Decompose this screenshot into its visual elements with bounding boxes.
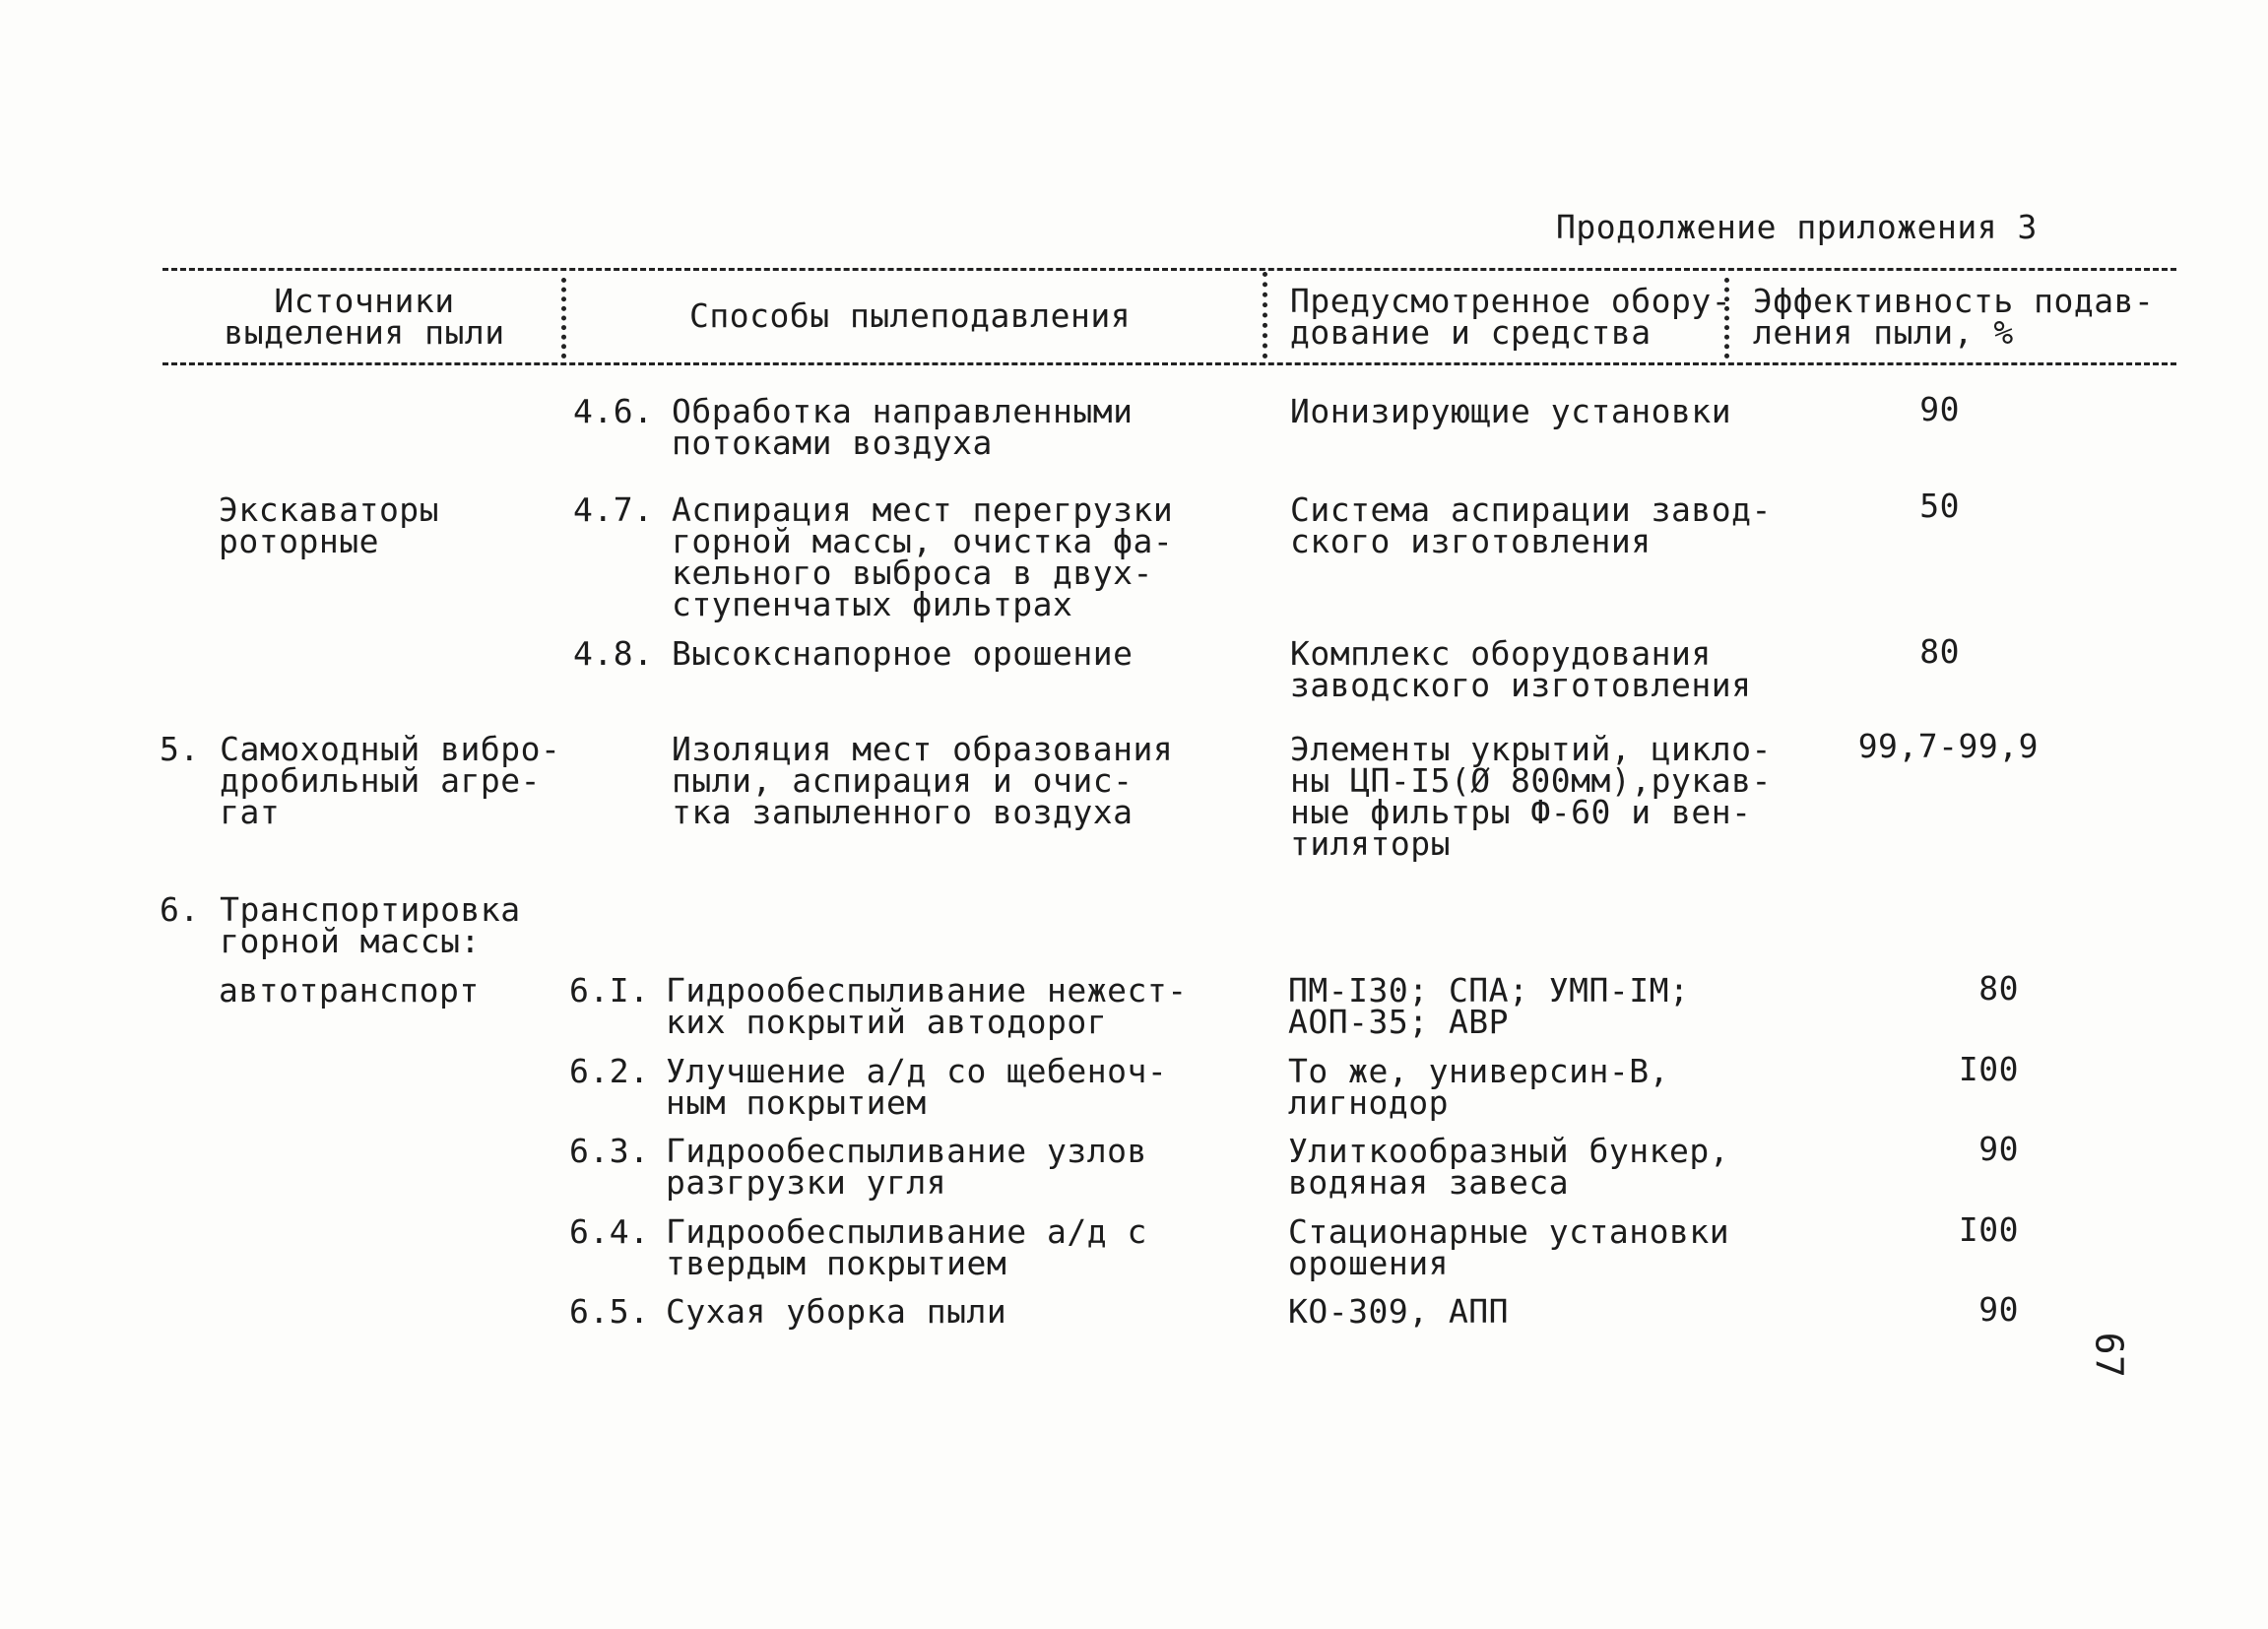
row-number: 6.I. xyxy=(569,971,650,1010)
method-cell: Сухая уборка пыли xyxy=(666,1292,1007,1331)
equipment-cell: То же, универсин-В, лигнодор xyxy=(1288,1052,1669,1122)
continuation-note: Продолжение приложения 3 xyxy=(1556,208,2038,246)
row-number: 6.3. xyxy=(569,1132,650,1170)
header-sources: Источники выделения пыли xyxy=(224,282,505,352)
row-number: 6.4. xyxy=(569,1212,650,1251)
page-number: 67 xyxy=(2087,1332,2131,1379)
efficiency-cell: 50 xyxy=(1919,487,1960,525)
method-cell: Гидрообеспыливание а/д с твердым покрытием xyxy=(666,1212,1147,1282)
efficiency-cell: 99,7-99,9 xyxy=(1857,727,2039,765)
header-efficiency: Эффективность подав- ления пыли, % xyxy=(1753,282,2155,352)
efficiency-cell: 80 xyxy=(1978,969,2019,1008)
header-divider-2 xyxy=(1263,272,1267,358)
header-bottom-rule xyxy=(162,362,2176,365)
method-cell: Изоляция мест образования пыли, аспирация и очис- тка запыленного воздуха xyxy=(672,730,1174,831)
source-cell: автотранспорт xyxy=(219,971,480,1010)
source-cell: 5. Самоходный вибро- дробильный агре- гат xyxy=(160,730,561,831)
method-cell: Высокснапорное орошение xyxy=(672,634,1134,673)
header-methods: Способы пылеподавления xyxy=(689,296,1132,335)
efficiency-cell: 90 xyxy=(1919,390,1960,428)
method-cell: Аспирация мест перегрузки горной массы, очистка фа- кельного выброса в двух- ступенчатых фильтрах xyxy=(672,490,1174,623)
method-cell: Улучшение а/д со щебеноч- ным покрытием xyxy=(666,1052,1168,1122)
equipment-cell: Стационарные установки орошения xyxy=(1288,1212,1730,1282)
equipment-cell: Система аспирации завод- ского изготовления xyxy=(1290,490,1772,560)
row-number: 4.8. xyxy=(573,634,654,673)
equipment-cell: Элементы укрытий, цикло- ны ЦП-I5(Ø 800мм),рукав- ные фильтры Ф-60 и вен- тиляторы xyxy=(1290,730,1772,863)
source-cell: 6. Транспортировка горной массы: xyxy=(160,890,521,960)
row-number: 6.5. xyxy=(569,1292,650,1331)
efficiency-cell: 80 xyxy=(1919,632,1960,671)
efficiency-cell: 90 xyxy=(1978,1130,2019,1168)
row-number: 6.2. xyxy=(569,1052,650,1090)
header-equipment: Предусмотренное обору- дование и средства xyxy=(1290,282,1732,352)
row-number: 4.7. xyxy=(573,490,654,529)
efficiency-cell: 90 xyxy=(1978,1290,2019,1329)
equipment-cell: КО-309, АПП xyxy=(1288,1292,1510,1331)
equipment-cell: Ионизирующие установки xyxy=(1290,392,1732,430)
equipment-cell: ПМ-I30; СПА; УМП-IМ; АОП-35; АВР xyxy=(1288,971,1690,1041)
source-cell: Экскаваторы роторные xyxy=(219,490,440,560)
equipment-cell: Улиткообразный бункер, водяная завеса xyxy=(1288,1132,1730,1202)
efficiency-cell: I00 xyxy=(1958,1210,2019,1249)
method-cell: Обработка направленными потоками воздуха xyxy=(672,392,1134,462)
header-top-rule xyxy=(162,268,2176,271)
header-divider-1 xyxy=(561,278,566,358)
efficiency-cell: I00 xyxy=(1958,1050,2019,1088)
equipment-cell: Комплекс оборудования заводского изготовления xyxy=(1290,634,1752,704)
method-cell: Гидрообеспыливание узлов разгрузки угля xyxy=(666,1132,1147,1202)
row-number: 4.6. xyxy=(573,392,654,430)
method-cell: Гидрообеспыливание нежест- ких покрытий автодорог xyxy=(666,971,1188,1041)
